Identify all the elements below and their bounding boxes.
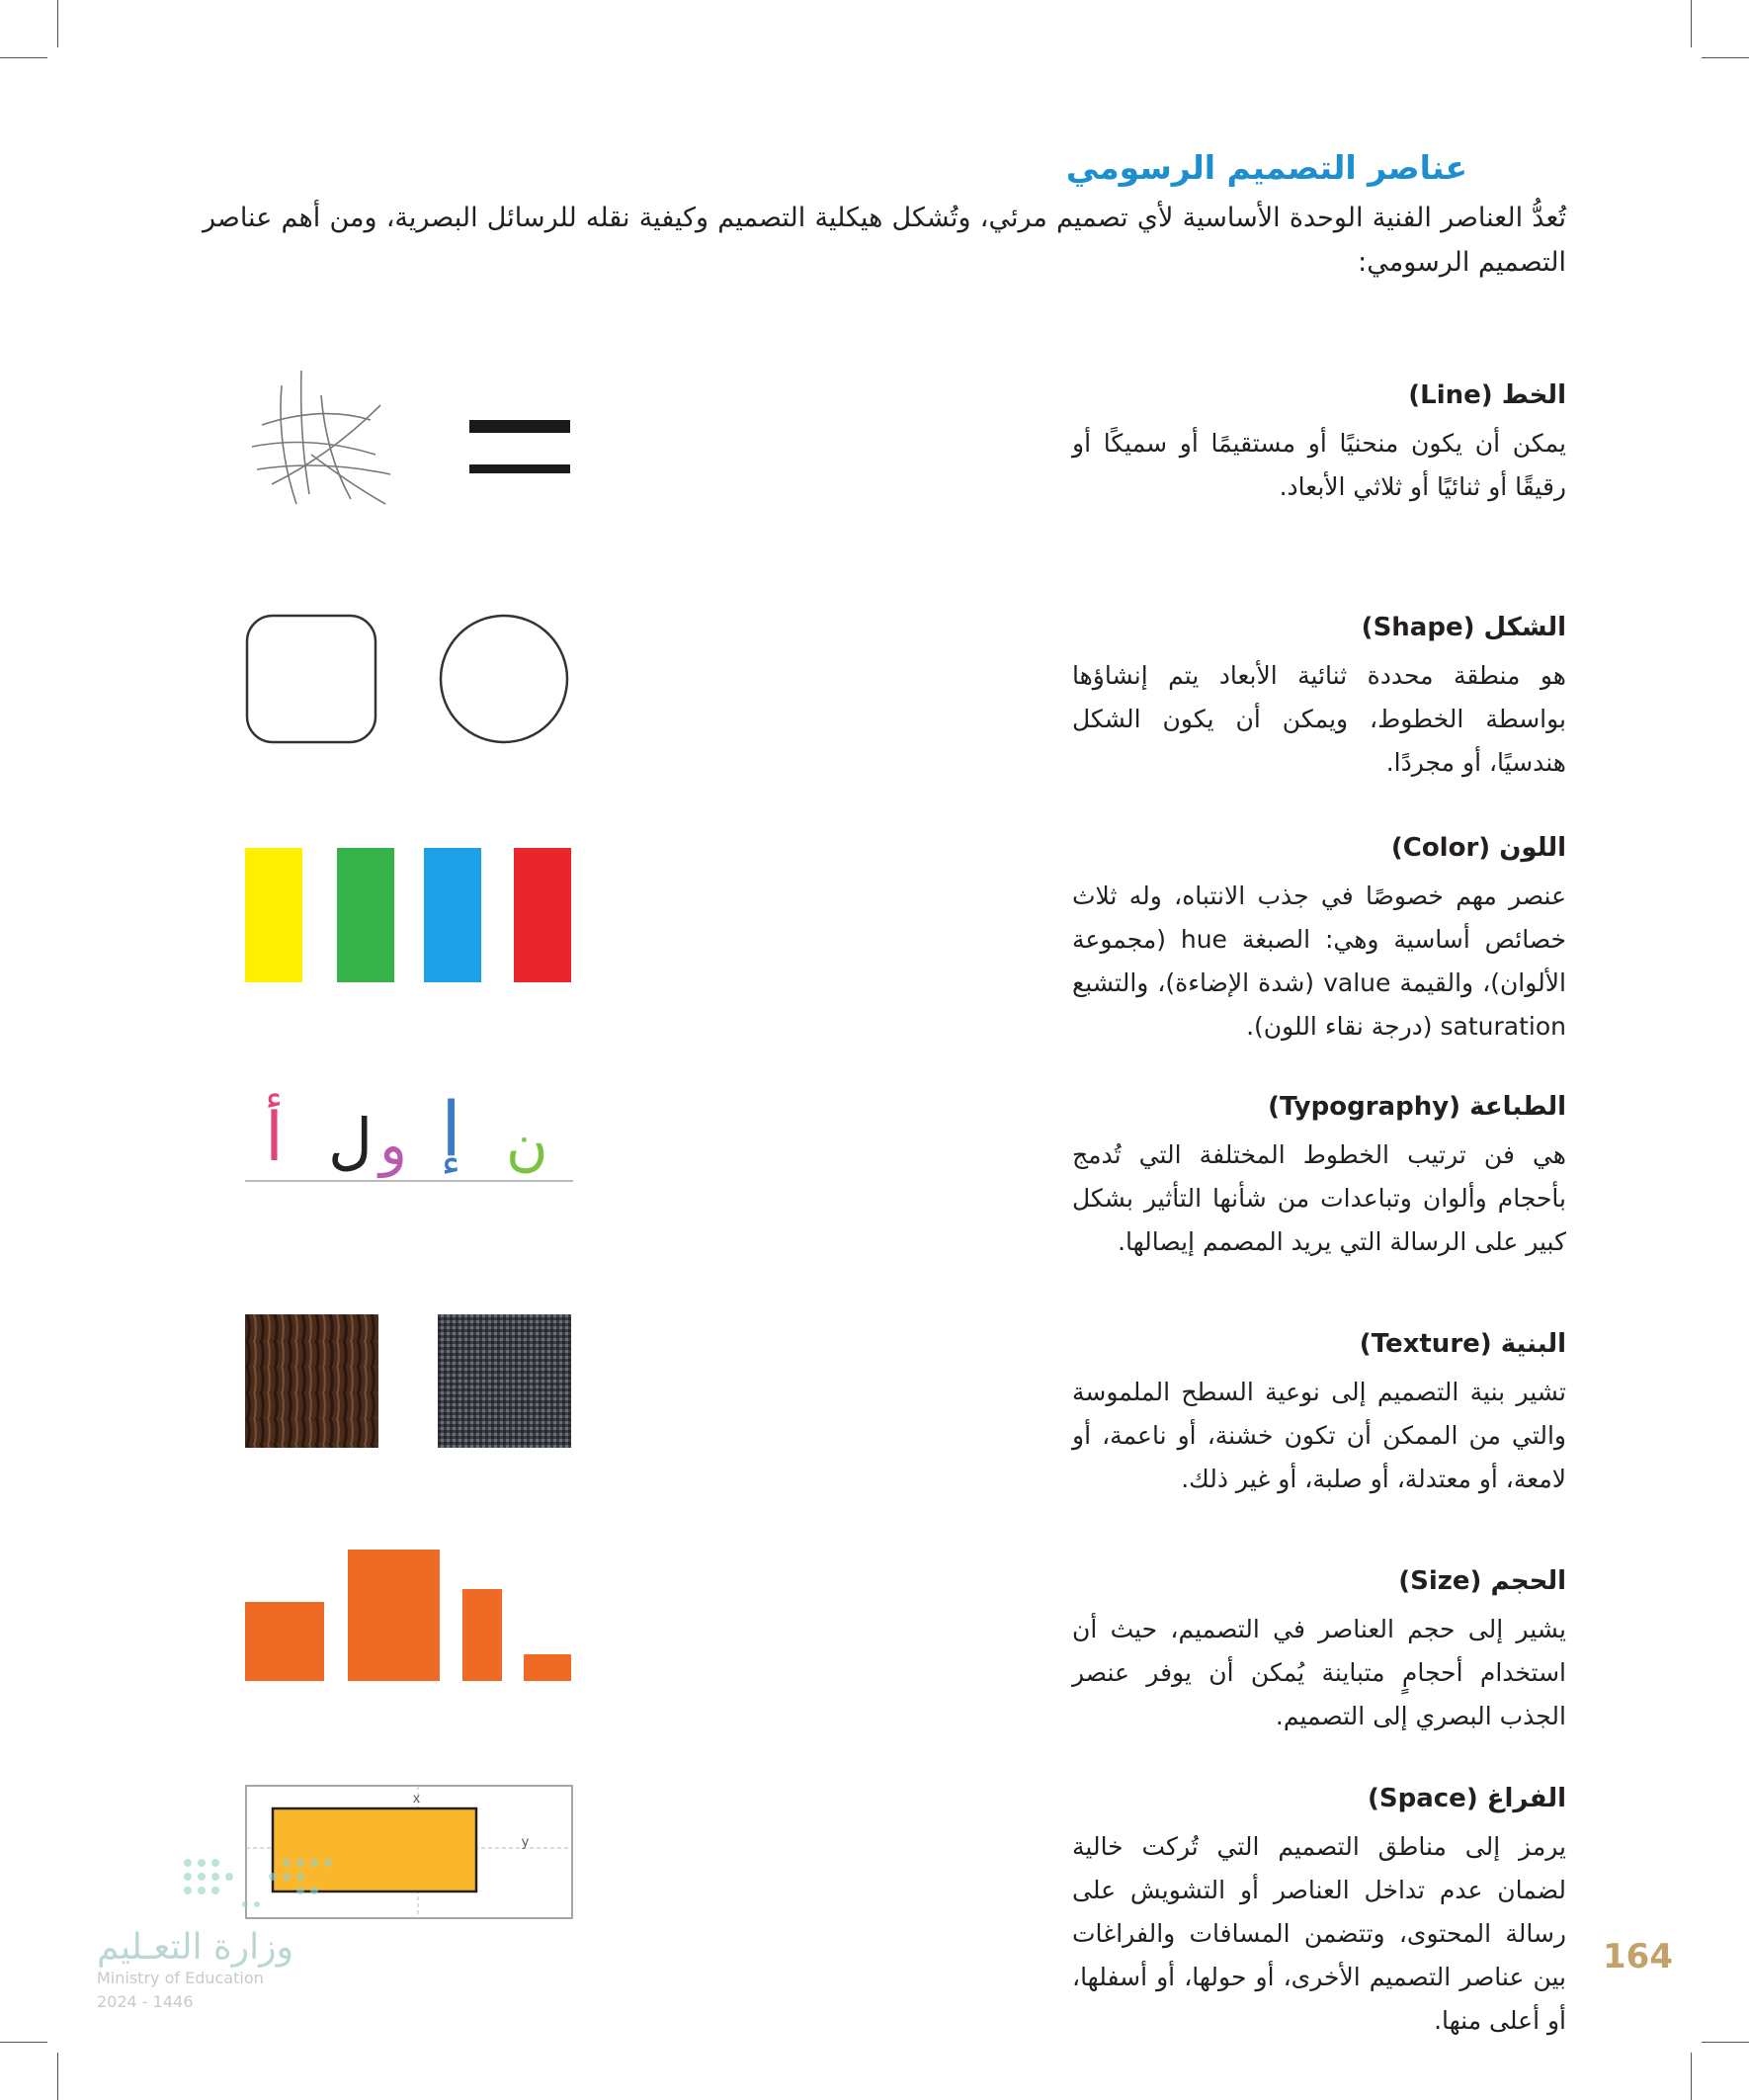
section-space <box>1072 1784 1566 2043</box>
crop-mark <box>0 2042 47 2043</box>
typography-illustration <box>245 1077 576 1216</box>
color-swatch-green <box>337 848 394 982</box>
section-typography <box>1072 1092 1566 1264</box>
size-block <box>524 1654 571 1681</box>
color-swatch-blue <box>424 848 481 982</box>
section-body: يرمز إلى مناطق التصميم التي تُركت خالية لضمان عدم تداخل العناصر أو التشويش على رسالة المحتوى، وتتضمن المسافات والفراغات بين عناصر التصميم الأخرى، أو حولها، أو أسفلها، أو أعلى منها. <box>1072 1832 1566 2035</box>
crop-mark <box>1691 0 1692 47</box>
section-title: الفراغ (Space) <box>1368 1784 1566 1813</box>
typography-letter: أ <box>265 1099 284 1177</box>
section-body: يشير إلى حجم العناصر في التصميم، حيث أن استخدام أحجامٍ متباينة يُمكن أن يوفر عنصر الجذب البصري إلى التصميم. <box>1072 1615 1566 1730</box>
texture-swatch-bark <box>245 1314 378 1448</box>
page-number: 164 <box>1603 1937 1673 1976</box>
section-title: الخط (Line) <box>1408 380 1566 410</box>
intro-paragraph: تُعدُّ العناصر الفنية الوحدة الأساسية لأي تصميم مرئي، وتُشكل هيكلية التصميم وكيفية نقله للرسائل البصرية، ومن أهم عناصر التصميم الرسومي: <box>203 203 1566 278</box>
section-texture <box>1072 1329 1566 1501</box>
size-block <box>462 1589 502 1681</box>
crop-mark <box>1702 2042 1749 2043</box>
texture-illustration <box>245 1314 576 1448</box>
ministry-logo-english: Ministry of Education <box>97 1969 264 1987</box>
section-title: اللون (Color) <box>1390 833 1566 863</box>
section-body: تشير بنية التصميم إلى نوعية السطح الملموسة والتي من الممكن أن تكون خشنة، أو ناعمة، أو لامعة، أو معتدلة، أو صلبة، أو غير ذلك. <box>1072 1378 1566 1493</box>
space-label-x: x <box>413 1790 420 1806</box>
crop-mark <box>1691 2053 1692 2100</box>
baseline-rule <box>245 1180 573 1182</box>
crop-mark <box>57 0 58 47</box>
section-body: هو منطقة محددة ثنائية الأبعاد يتم إنشاؤها بواسطة الخطوط، ويمكن أن يكون الشكل هندسيًا، أو مجردًا. <box>1072 661 1566 777</box>
section-title: الطباعة (Typography) <box>1268 1092 1566 1122</box>
typography-letter: و <box>379 1111 408 1178</box>
section-title: الشكل (Shape) <box>1361 613 1566 642</box>
section-body: هي فن ترتيب الخطوط المختلفة التي تُدمج بأحجام وألوان وتباعدات من شأنها التأثير بشكل كبير على الرسالة التي يريد المصمم إيصالها. <box>1072 1140 1566 1256</box>
color-illustration <box>245 848 576 982</box>
section-line <box>1072 380 1566 509</box>
typography-letter: ل <box>328 1105 374 1177</box>
ministry-logo-dots <box>178 1853 351 1922</box>
page-heading: عناصر التصميم الرسومي <box>1065 148 1467 187</box>
ministry-logo-arabic: وزارة التعـليم <box>97 1927 293 1968</box>
color-swatch-yellow <box>245 848 302 982</box>
section-title: البنية (Texture) <box>1359 1329 1566 1359</box>
crop-mark <box>0 57 47 58</box>
section-title: الحجم (Size) <box>1398 1566 1566 1596</box>
typography-letter: ن <box>506 1111 548 1178</box>
shape-illustration <box>242 613 583 746</box>
size-block <box>348 1550 440 1681</box>
ministry-logo-year: 2024 - 1446 <box>97 1992 194 2011</box>
crop-mark <box>57 2053 58 2100</box>
color-swatch-red <box>514 848 571 982</box>
section-shape <box>1072 613 1566 785</box>
typography-letter: إ <box>441 1085 462 1173</box>
section-size <box>1072 1566 1566 1738</box>
line-illustration <box>242 366 583 514</box>
size-illustration <box>245 1550 576 1683</box>
crop-mark <box>1702 57 1749 58</box>
section-body: يمكن أن يكون منحنيًا أو مستقيمًا أو سميكًا أو رقيقًا أو ثنائيًا أو ثلاثي الأبعاد. <box>1072 429 1566 501</box>
texture-swatch-fabric <box>438 1314 571 1448</box>
size-block <box>245 1602 324 1681</box>
section-body: عنصر مهم خصوصًا في جذب الانتباه، وله ثلاث خصائص أساسية وهي: الصبغة hue (مجموعة الألوان)، والقيمة value (شدة الإضاءة)، والتشبع saturation (درجة نقاء اللون). <box>1072 882 1566 1041</box>
space-label-y: y <box>522 1833 529 1849</box>
section-color <box>1072 833 1566 1049</box>
